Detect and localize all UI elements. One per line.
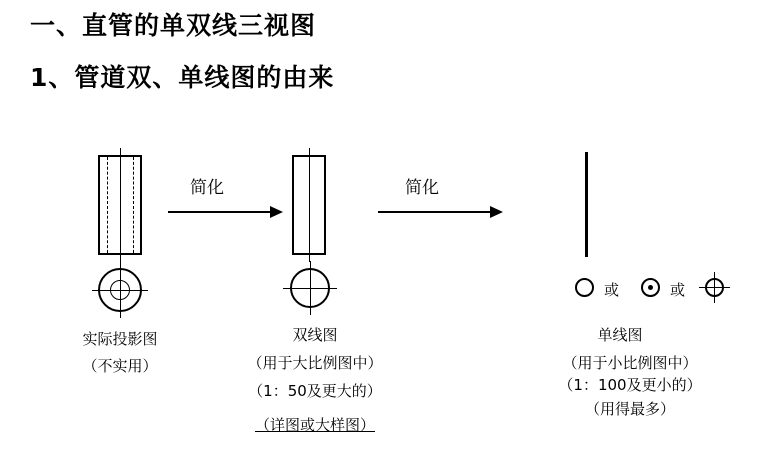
caption-double-line-line-2: （用于大比例图中） — [247, 354, 383, 372]
caption-actual-projection-line-2: （不实用） — [82, 357, 158, 375]
simplify-arrow-2-shaft — [378, 211, 493, 213]
pipe-end-symbol-plain-circle — [575, 278, 594, 297]
pipe-wall-dashed-line-left — [107, 157, 108, 253]
or-label-1: 或 — [604, 281, 620, 299]
simplify-arrow-2-label: 简化 — [405, 178, 439, 198]
pipe-end-symbol-center-dot — [648, 285, 653, 290]
section-heading: 一、直管的单双线三视图 — [30, 11, 317, 40]
pipe-end-symbol-crosshair-vertical — [714, 272, 715, 303]
pipe-center-line-double — [309, 148, 310, 262]
simplify-arrow-2-head — [490, 206, 503, 218]
caption-double-line-line-4: （详图或大样图） — [254, 416, 375, 434]
pipe-end-view-center-cross-vertical-double — [310, 261, 311, 315]
pipe-center-line-front — [120, 148, 121, 262]
caption-single-line-line-1: 单线图 — [597, 326, 643, 344]
simplify-arrow-1-label: 简化 — [190, 178, 224, 198]
simplify-arrow-1-shaft — [168, 211, 273, 213]
caption-double-line-line-1: 双线图 — [292, 326, 338, 344]
or-label-2: 或 — [670, 281, 686, 299]
simplify-arrow-1-head — [270, 206, 283, 218]
caption-single-line-line-3: （1：100及更小的） — [558, 376, 702, 394]
pipe-front-view-single-line — [585, 152, 588, 257]
caption-single-line-line-2: （用于小比例图中） — [562, 354, 698, 372]
caption-single-line-line-4: （用得最多） — [584, 400, 675, 418]
subsection-heading: 1、管道双、单线图的由来 — [30, 63, 335, 92]
caption-double-line-line-3: （1：50及更大的） — [248, 382, 382, 400]
pipe-end-view-center-cross-vertical-detailed — [120, 262, 121, 318]
caption-actual-projection-line-1: 实际投影图 — [82, 330, 158, 348]
pipe-wall-dashed-line-right — [133, 157, 134, 253]
